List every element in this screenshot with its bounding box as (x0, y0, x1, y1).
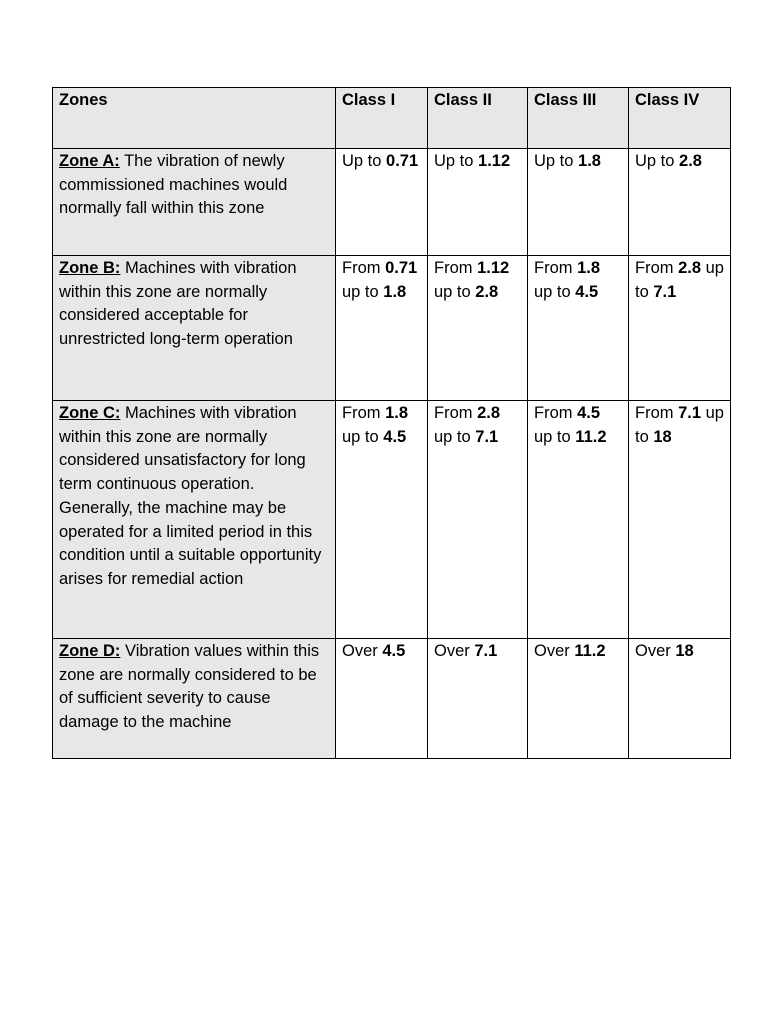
header-class-4: Class IV (629, 88, 731, 149)
table-row (53, 149, 731, 256)
zone-d-label: Zone D: (59, 642, 121, 660)
zone-b-class-1 (336, 256, 428, 401)
range-value: 0.71 (386, 152, 419, 170)
zone-a-cell (53, 149, 336, 256)
header-class-2: Class II (428, 88, 528, 149)
range-value: 1.12 (478, 152, 511, 170)
zone-a-label: Zone A: (59, 152, 120, 170)
zone-d-class-1 (336, 639, 428, 759)
table-row (53, 639, 731, 759)
zone-d-class-3 (528, 639, 629, 759)
range-prefix: From (342, 259, 386, 277)
range-prefix: Over (434, 642, 475, 660)
range-value-2: 7.1 (653, 282, 677, 301)
zone-a-class-2 (428, 149, 528, 256)
zone-c-class-2 (428, 401, 528, 639)
range-mid: up to (434, 427, 476, 446)
range-mid: up to (534, 427, 576, 446)
zone-b-class-3 (528, 256, 629, 401)
zone-b-label: Zone B: (59, 259, 121, 277)
zone-b-description: Machines with vibration within this zone are normally considered acceptable for unrestricted long-term operation (59, 259, 297, 349)
zone-d-cell (53, 639, 336, 759)
range-prefix: From (434, 404, 478, 422)
range-value: 7.1 (678, 404, 702, 422)
range-value: 7.1 (474, 642, 498, 660)
range-prefix: Up to (635, 152, 680, 170)
range-value: 1.8 (578, 152, 601, 170)
vibration-zones-table (52, 87, 731, 759)
range-mid: up to (342, 427, 384, 446)
range-prefix: Over (342, 642, 383, 660)
range-value-2: 11.2 (575, 427, 607, 446)
range-value: 0.71 (385, 259, 418, 277)
range-mid: up to (534, 282, 576, 301)
range-mid: up to (434, 282, 476, 301)
table-row (53, 256, 731, 401)
header-class-1: Class I (336, 88, 428, 149)
range-value: 1.8 (577, 259, 601, 277)
range-value: 4.5 (577, 404, 601, 422)
zone-b-class-4 (629, 256, 731, 401)
header-class-3: Class III (528, 88, 629, 149)
range-value-2: 4.5 (575, 282, 599, 301)
range-prefix: From (635, 404, 679, 422)
range-value: 11.2 (574, 642, 606, 660)
header-row (53, 88, 731, 149)
range-value-2: 2.8 (475, 282, 499, 301)
range-value-2: 4.5 (383, 427, 407, 446)
zone-a-class-3 (528, 149, 629, 256)
zone-c-class-4 (629, 401, 731, 639)
zone-c-label: Zone C: (59, 404, 121, 422)
table-row (53, 401, 731, 639)
zone-a-class-4 (629, 149, 731, 256)
zone-a-description: The vibration of newly commissioned machines would normally fall within this zone (59, 152, 288, 218)
zone-d-description: Vibration values within this zone are normally considered to be of sufficient severity to cause damage to the machine (59, 642, 320, 732)
zone-c-description: Machines with vibration within this zone are normally considered unsatisfactory for long term continuous operation. Generally, the machine may be operated for a limited period in this condition until a suitable opportunity arises for remedial action (59, 404, 322, 588)
range-value: 18 (675, 642, 694, 660)
range-prefix: From (434, 259, 478, 277)
zone-b-class-2 (428, 256, 528, 401)
range-prefix: From (342, 404, 386, 422)
zone-a-class-1 (336, 149, 428, 256)
range-prefix: From (534, 259, 578, 277)
range-value: 2.8 (477, 404, 501, 422)
range-prefix: Up to (342, 152, 387, 170)
range-value: 2.8 (679, 152, 702, 170)
range-prefix: From (534, 404, 578, 422)
range-value: 1.8 (385, 404, 409, 422)
range-mid: up to (342, 282, 384, 301)
range-value-2: 18 (653, 427, 672, 446)
range-prefix: Up to (534, 152, 579, 170)
range-prefix: Over (534, 642, 575, 660)
zone-c-class-3 (528, 401, 629, 639)
zone-c-cell (53, 401, 336, 639)
zone-d-class-4 (629, 639, 731, 759)
range-prefix: Over (635, 642, 676, 660)
range-prefix: From (635, 259, 679, 277)
range-mid: up to (635, 404, 724, 446)
zone-b-cell (53, 256, 336, 401)
header-zones: Zones (53, 88, 336, 149)
range-value-2: 1.8 (383, 282, 407, 301)
range-value-2: 7.1 (475, 427, 499, 446)
range-value: 1.12 (477, 259, 510, 277)
range-value: 4.5 (382, 642, 406, 660)
range-value: 2.8 (678, 259, 702, 277)
range-mid: up to (635, 259, 724, 301)
range-prefix: Up to (434, 152, 479, 170)
zone-c-class-1 (336, 401, 428, 639)
zone-d-class-2 (428, 639, 528, 759)
